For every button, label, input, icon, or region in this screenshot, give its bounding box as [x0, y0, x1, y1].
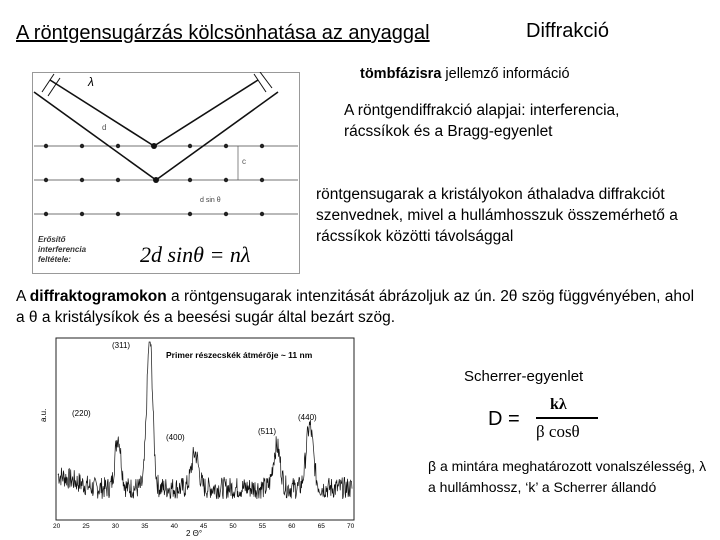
lambda-symbol: λ [88, 75, 94, 89]
peak-label-220: (220) [72, 409, 91, 418]
bragg-equation: 2d sinθ = nλ [140, 242, 251, 267]
bullet-bulk-info [360, 64, 570, 85]
x-tick-label: 65 [317, 523, 325, 530]
page-title: A röntgensugárzás kölcsönhatása az anyaggal [16, 22, 430, 44]
condition-line-2: interferencia [38, 245, 87, 254]
x-ticks [53, 523, 355, 530]
x-tick-label: 70 [347, 523, 355, 530]
section-subtitle: Diffrakció [526, 20, 609, 42]
fraction-bar [536, 417, 598, 419]
x-axis-label: 2 Θ° [186, 529, 203, 538]
bulk-bold: tömbfázisra [360, 66, 442, 82]
x-tick-label: 40 [170, 523, 178, 530]
diffractogram-pre: A [16, 288, 30, 305]
peak-label-400: (400) [166, 433, 185, 442]
bulk-rest: jellemző információ [441, 66, 570, 82]
scherrer-formula [488, 396, 618, 448]
y-axis-label: a.u. [39, 408, 48, 422]
dsin-label: d sin θ [200, 197, 221, 204]
scherrer-description: β a mintára meghatározott vonalszélesség, λ a hullámhossz, ‘k’ a Scherrer állandó [428, 458, 707, 495]
peak-label-511: (511) [258, 427, 277, 436]
bullet-bragg-basics: A röntgendiffrakció alapjai: interferencia, rácssíkok és a Bragg-egyenlet [344, 102, 620, 140]
x-tick-label: 60 [288, 523, 296, 530]
formula-denominator: β cosθ [536, 422, 580, 441]
peak-label-311: (311) [112, 341, 131, 350]
c-label: c [242, 157, 246, 166]
diffractogram-bold: diffraktogramokon [29, 288, 167, 305]
xrd-diffractogram [36, 334, 366, 539]
x-tick-label: 55 [258, 523, 267, 530]
diffractogram-post: a röntgensugarak intenzitását ábrázoljuk az ún. 2θ szög függvényében, ahol a θ a kristálysíkok és a beesési sugár által bezárt szög. [16, 288, 695, 326]
d-label: d [102, 123, 107, 132]
size-annotation: Primer részecskék átmérője ~ 11 nm [166, 350, 313, 360]
formula-lhs: D = [488, 408, 520, 430]
scherrer-title: Scherrer-egyenlet [464, 368, 584, 385]
x-tick-label: 25 [82, 523, 90, 530]
bullet-diffraction-explanation: röntgensugarak a kristályokon áthaladva diffrakciót szenvednek, mivel a hullámhosszuk összemérhető a rácssíkok közötti távolsággal [316, 186, 678, 245]
x-tick-label: 45 [200, 523, 208, 530]
condition-line-3: feltétele: [38, 255, 71, 264]
bragg-diagram [32, 72, 300, 274]
x-tick-label: 35 [141, 523, 149, 530]
peak-label-440: (440) [298, 413, 317, 422]
bullet-diffractogram [16, 286, 706, 328]
x-tick-label: 30 [111, 523, 120, 530]
formula-numerator: kλ [550, 396, 567, 413]
x-tick-label: 50 [229, 523, 237, 530]
x-tick-label: 20 [53, 523, 61, 530]
condition-line-1: Erősítő [38, 235, 66, 244]
